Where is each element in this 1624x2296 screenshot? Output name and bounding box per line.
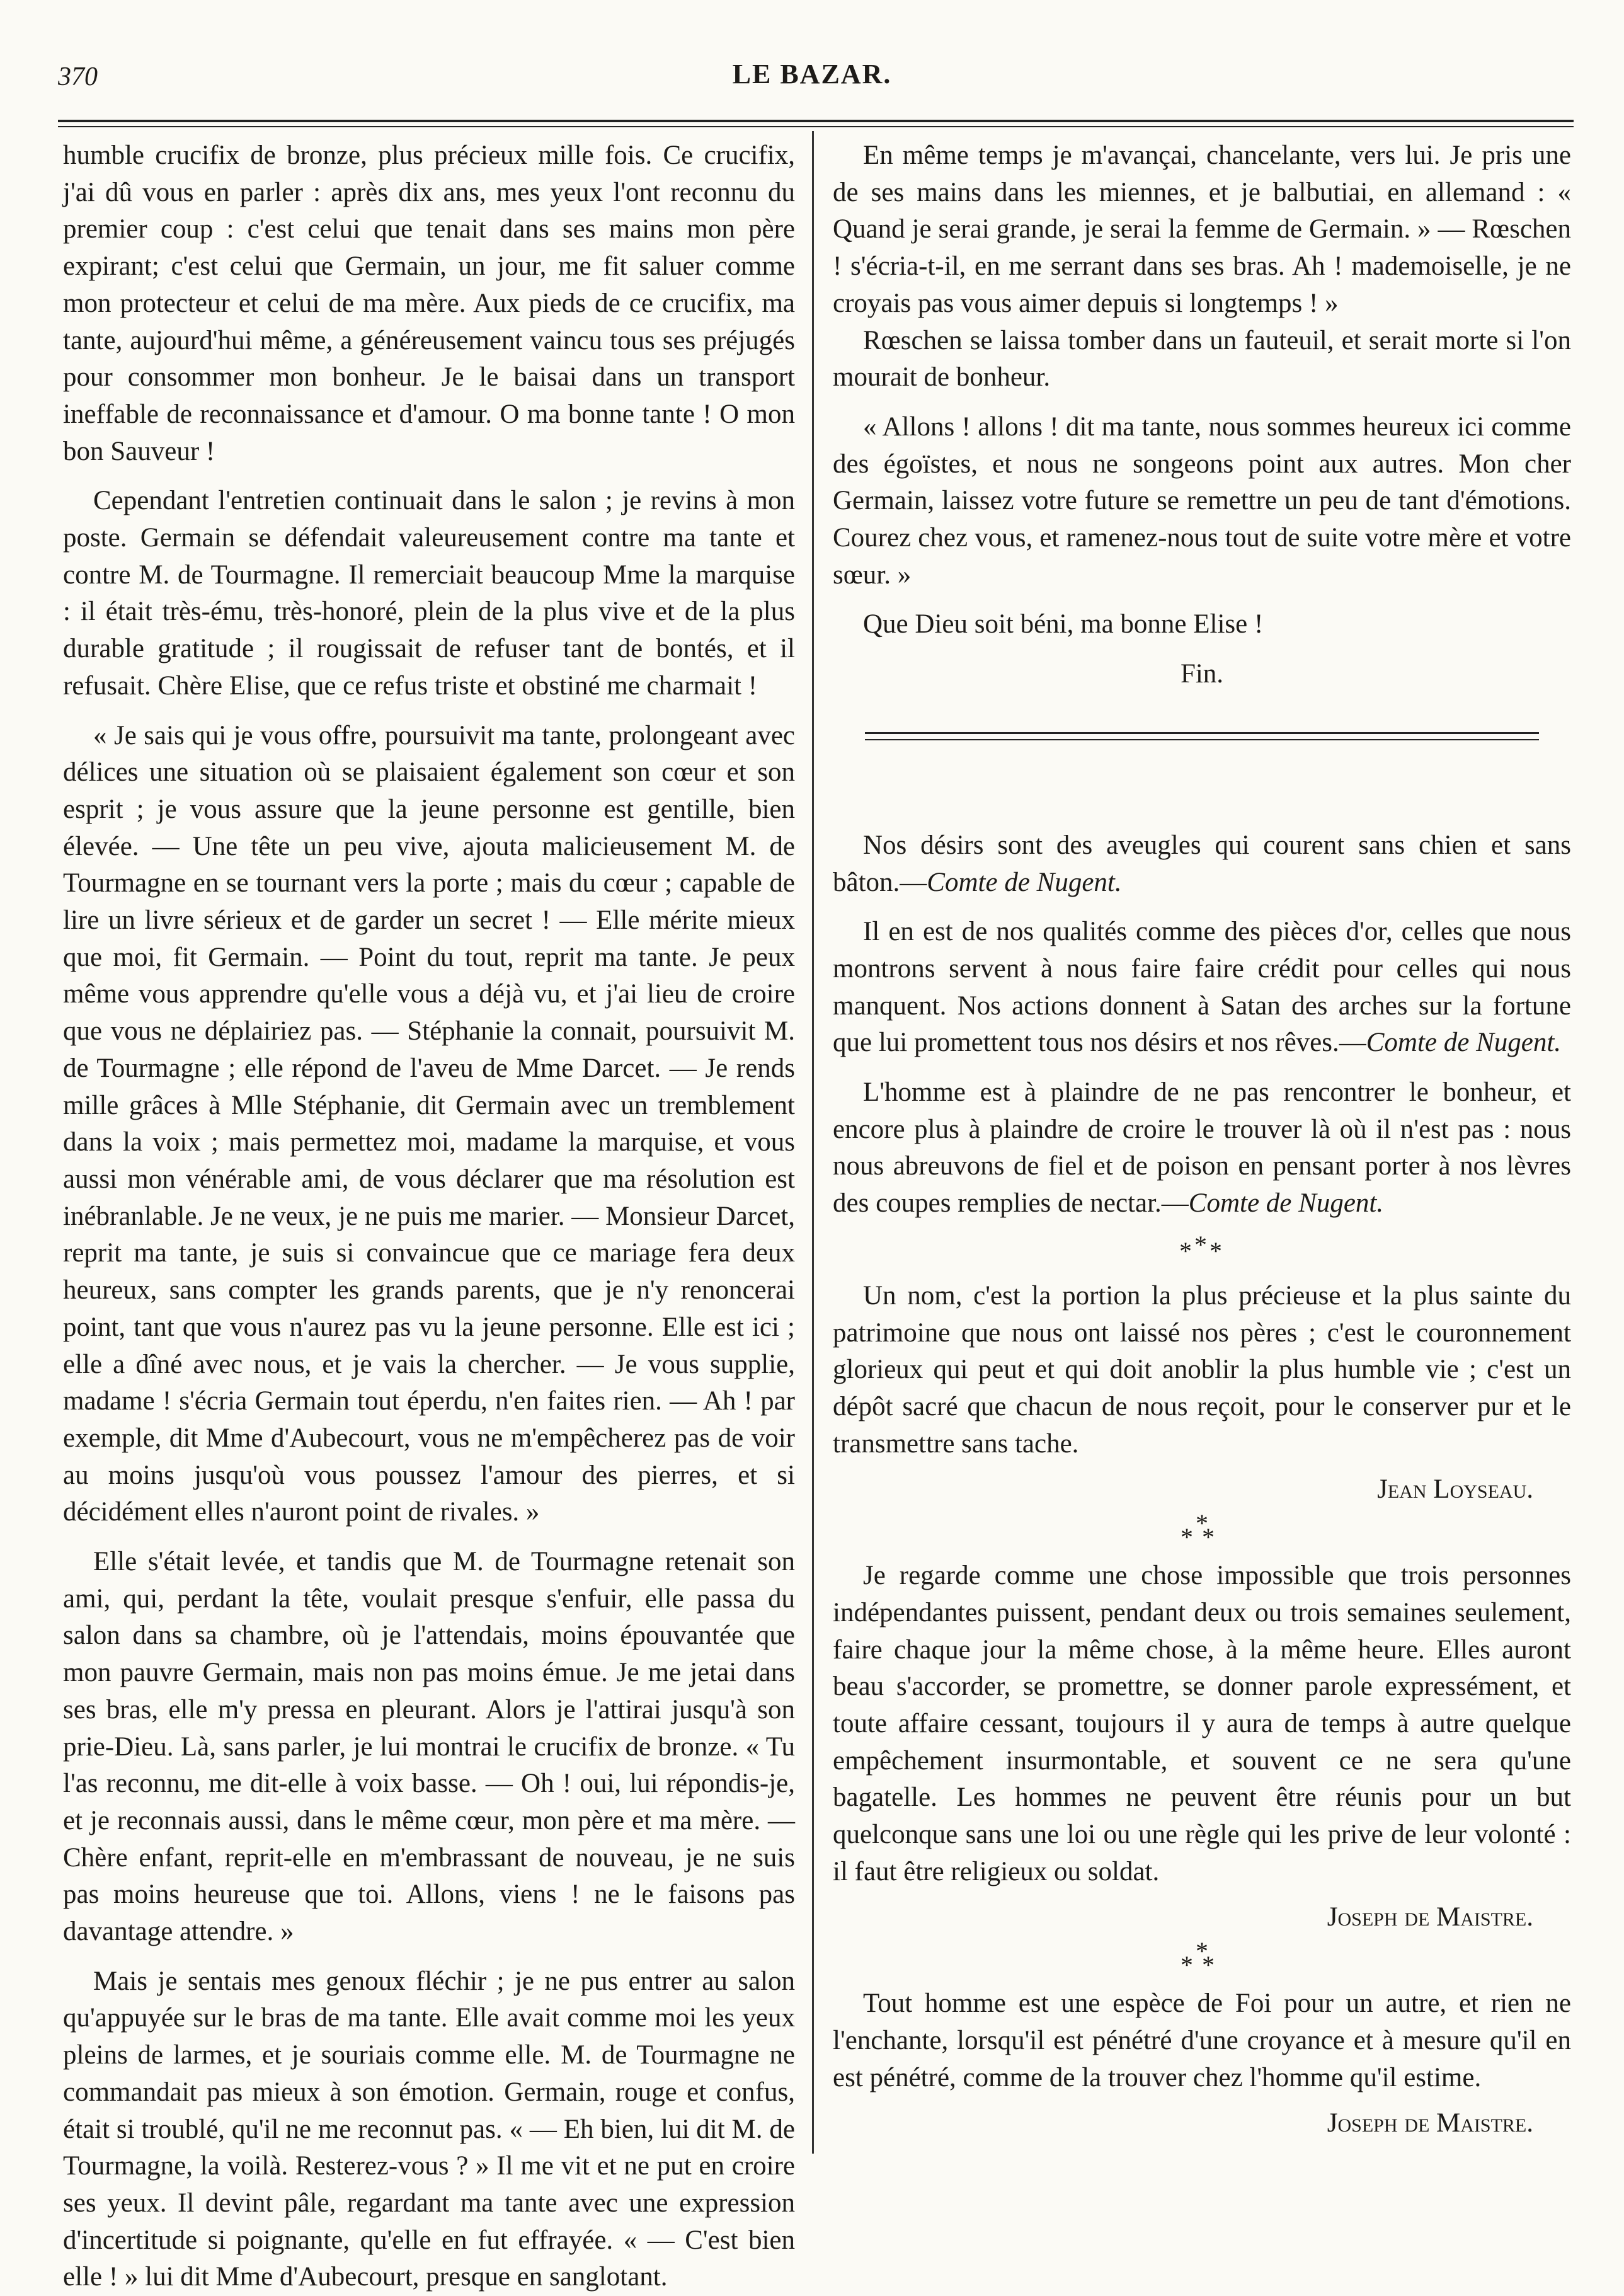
regarde-signature: Joseph de Maistre. — [1327, 1902, 1533, 1932]
story-paragraph-1: humble crucifix de bronze, plus précieux mille fois. Ce crucifix, j'ai dû vous en parler : après dix ans, mes yeux l'ont reconnu du premier coup : c'est celui que tenait dans ses mains mon père expirant; c'est celui que Germain, un jour, me fit saluer comme mon protecteur et celui de ma mère. Aux pieds de ce crucifix, ma tante, aujourd'hui même, a généreusement vaincu tous ses préjugés pour consommer mon bonheur. Je le baisai dans un transport ineffable de reconnaissance et d'amour. O ma bonne tante ! O mon bon Sauveur ! — [63, 141, 795, 466]
regarde-paragraph: Je regarde comme une chose impossible que trois personnes indépendantes puissent, pendant deux ou trois semaines seulement, faire chaque jour la même chose, à la même heure. Elles auront beau s'accorder, se promettre, se donner parole expressément, et toute affaire cessant, toujours il y aura de temps à autre quelque empêchement insurmontable, et souvent ce ne sera qu'une bagatelle. Les hommes ne peuvent être réunis pour un but quelconque sans une loi ou une règle qui les prive de leur volonté : il faut être religieux ou soldat. — [833, 1561, 1571, 1886]
story-paragraph-7: Rœschen se laissa tomber dans un fauteuil, et serait morte si l'on mourait de bonheur. — [833, 325, 1571, 393]
right-column — [833, 137, 1571, 2142]
maxim-1-author: Comte de Nugent. — [927, 867, 1122, 897]
fin-mark: Fin. — [1180, 659, 1224, 689]
maxim-2-author: Comte de Nugent. — [1366, 1028, 1562, 1058]
section-separator — [865, 732, 1539, 827]
story-paragraph-4: Elle s'était levée, et tandis que M. de Tourmagne retenait son ami, qui, perdant la tête, voulait presque s'enfuir, elle passa du salon dans sa chambre, où je l'attendais, moins épouvantée que mon pauvre Germain, mais non pas moins émue. Je me jetai dans ses bras, elle m'y pressa en pleurant. Alors je l'attirai jusqu'à son prie-Dieu. Là, sans parler, je lui montrai le crucifix de bronze. « Tu l'as reconnu, me dit-elle à voix basse. — Oh ! oui, lui répondis-je, et je reconnais aussi, dans le même cœur, mon père et ma mère. — Chère enfant, reprit-elle en m'embrassant de nouveau, je ne suis pas moins heureuse que toi. Allons, viens ! ne le faisons pas davantage attendre. » — [63, 1547, 795, 1947]
asterism-1 — [833, 1229, 1571, 1269]
story-paragraph-2: Cependant l'entretien continuait dans le salon ; je revins à mon poste. Germain se défendait valeureusement contre ma tante et contre M. de Tourmagne. Il remerciait beaucoup Mme la marquise : il était très-ému, très-honoré, plein de la plus vive et de la plus durable gratitude ; il rougissait de refuser tant de bontés, et il refusait. Chère Elise, que ce refus triste et obstiné me charmait ! — [63, 486, 795, 701]
story-paragraph-5: Mais je sentais mes genoux fléchir ; je ne pus entrer au salon qu'appuyée sur le bras de ma tante. Elle avait comme moi les yeux pleins de larmes, et je souriais comme elle. M. de Tourmagne ne commandait pas mieux à son émotion. Germain, rouge et confus, était si troublé, qu'il ne me reconnut pas. « — Eh bien, lui dit M. de Tourmagne, la voilà. Resterez-vous ? » Il me vit et ne put en croire ses yeux. Il devint pâle, regardant ma tante avec une expression d'incertitude si poignante, qu'elle en fut effrayée. « — C'est bien elle ! » lui dit Mme d'Aubecourt, presque en sanglotant. — [63, 1966, 795, 2292]
maxim-1: Nos désirs sont des aveugles qui courent sans chien et sans bâton.—Comte de Nugent. — [833, 830, 1571, 897]
masthead-title: LE BAZAR. — [732, 59, 892, 89]
maxim-3: L'homme est à plaindre de ne pas rencontrer le bonheur, et encore plus à plaindre de croire le trouver là où il n'est pas : nous nous abreuvons de fiel et de poison en pensant porter à nos lèvres des coupes remplies de nectar.—Comte de Nugent. — [833, 1077, 1571, 1219]
header-rule-thick — [58, 120, 1574, 122]
foi-paragraph: Tout homme est une espèce de Foi pour un autre, et rien ne l'enchante, lorsqu'il est pénétré d'une croyance et à mesure qu'il en est pénétré, comme de la trouver chez l'homme qu'il estime. — [833, 1989, 1571, 2092]
nom-signature: Jean Loyseau. — [1377, 1474, 1533, 1505]
left-column — [63, 137, 795, 2296]
maxim-3-author: Comte de Nugent. — [1188, 1188, 1384, 1219]
asterism-2: * ** — [1181, 1509, 1223, 1552]
column-divider — [812, 131, 814, 2154]
maxim-2: Il en est de nos qualités comme des pièces d'or, celles que nous montrons servent à nous faire faire crédit pour celles qui nous manquent. Nos actions donnent à Satan des arches sur la fortune que lui promettent tous nos désirs et nos rêves.—Comte de Nugent. — [833, 917, 1571, 1058]
header-rule-thin — [58, 126, 1574, 127]
nom-paragraph: Un nom, c'est la portion la plus précieuse et la plus sainte du patrimoine que nous ont laissé nos pères ; c'est le couronnement glorieux qui peut et qui doit anoblir la plus humble vie ; c'est un dépôt sacré que chacun de nous reçoit, pour le conserver pur et le transmettre sans tache. — [833, 1280, 1571, 1459]
story-paragraph-9: Que Dieu soit béni, ma bonne Elise ! — [863, 609, 1264, 640]
asterism-3: * ** — [1181, 1937, 1223, 1980]
story-paragraph-8: « Allons ! allons ! dit ma tante, nous sommes heureux ici comme des égoïstes, et nous ne songeons point aux autres. Mon cher Germain, laissez votre future se remettre un peu de tant d'émotions. Courez chez vous, et ramenez-nous tout de suite votre mère et votre sœur. » — [833, 411, 1571, 590]
foi-signature: Joseph de Maistre. — [1327, 2108, 1533, 2138]
page-number: 370 — [58, 62, 98, 91]
story-paragraph-3: « Je sais qui je vous offre, poursuivit ma tante, prolongeant avec délices une situation où se plaisaient également son cœur et son esprit ; je vous assure que la jeune personne est gentille, bien élevée. — Une tête un peu vive, ajouta malicieusement M. de Tourmagne en se tournant vers la porte ; mais du cœur ; capable de lire un livre sérieux et de garder un secret ! — Elle mérite mieux que moi, fit Germain. — Point du tout, reprit ma tante. Je peux même vous apprendre qu'elle vous a déjà vu, et j'ai lieu de croire que vous ne déplairiez pas. — Stéphanie la connait, poursuivit M. de Tourmagne ; elle répond de l'aveu de Mme Darcet. — Je rends mille grâces à Mlle Stéphanie, dit Germain avec un tremblement dans la voix ; mais permettez moi, madame la marquise, et vous aussi mon vénérable ami, de vous déclarer que ma résolution est inébranlable. Je ne veux, je ne puis me marier. — Monsieur Darcet, reprit ma tante, je suis si convaincue que ce mariage fera deux heureux, sans compter les grands parents, que je n'y renoncerai point, tant que vous n'aurez pas vu la jeune personne. Elle est ici ; elle a dîné avec nous, et je vais la chercher. — Je vous supplie, madame ! s'écria Germain tout éperdu, n'en faites rien. — Ah ! par exemple, dit Mme d'Aubecourt, vous ne m'empêcherez pas de voir au moins jusqu'où vous poussez l'amour des pierres, et si décidément elles n'auront point de rivales. » — [63, 720, 795, 1527]
asterism-1-glyphs: *** — [1179, 1230, 1225, 1265]
story-paragraph-6: En même temps je m'avançai, chancelante, vers lui. Je pris une de ses mains dans les miennes, et je balbutiai, en allemand : « Quand je serai grande, je serai la femme de Germain. » — Rœschen ! s'écria-t-il, en me serrant dans ses bras. Ah ! mademoiselle, je ne croyais pas vous aimer depuis si longtemps ! » — [833, 141, 1571, 318]
